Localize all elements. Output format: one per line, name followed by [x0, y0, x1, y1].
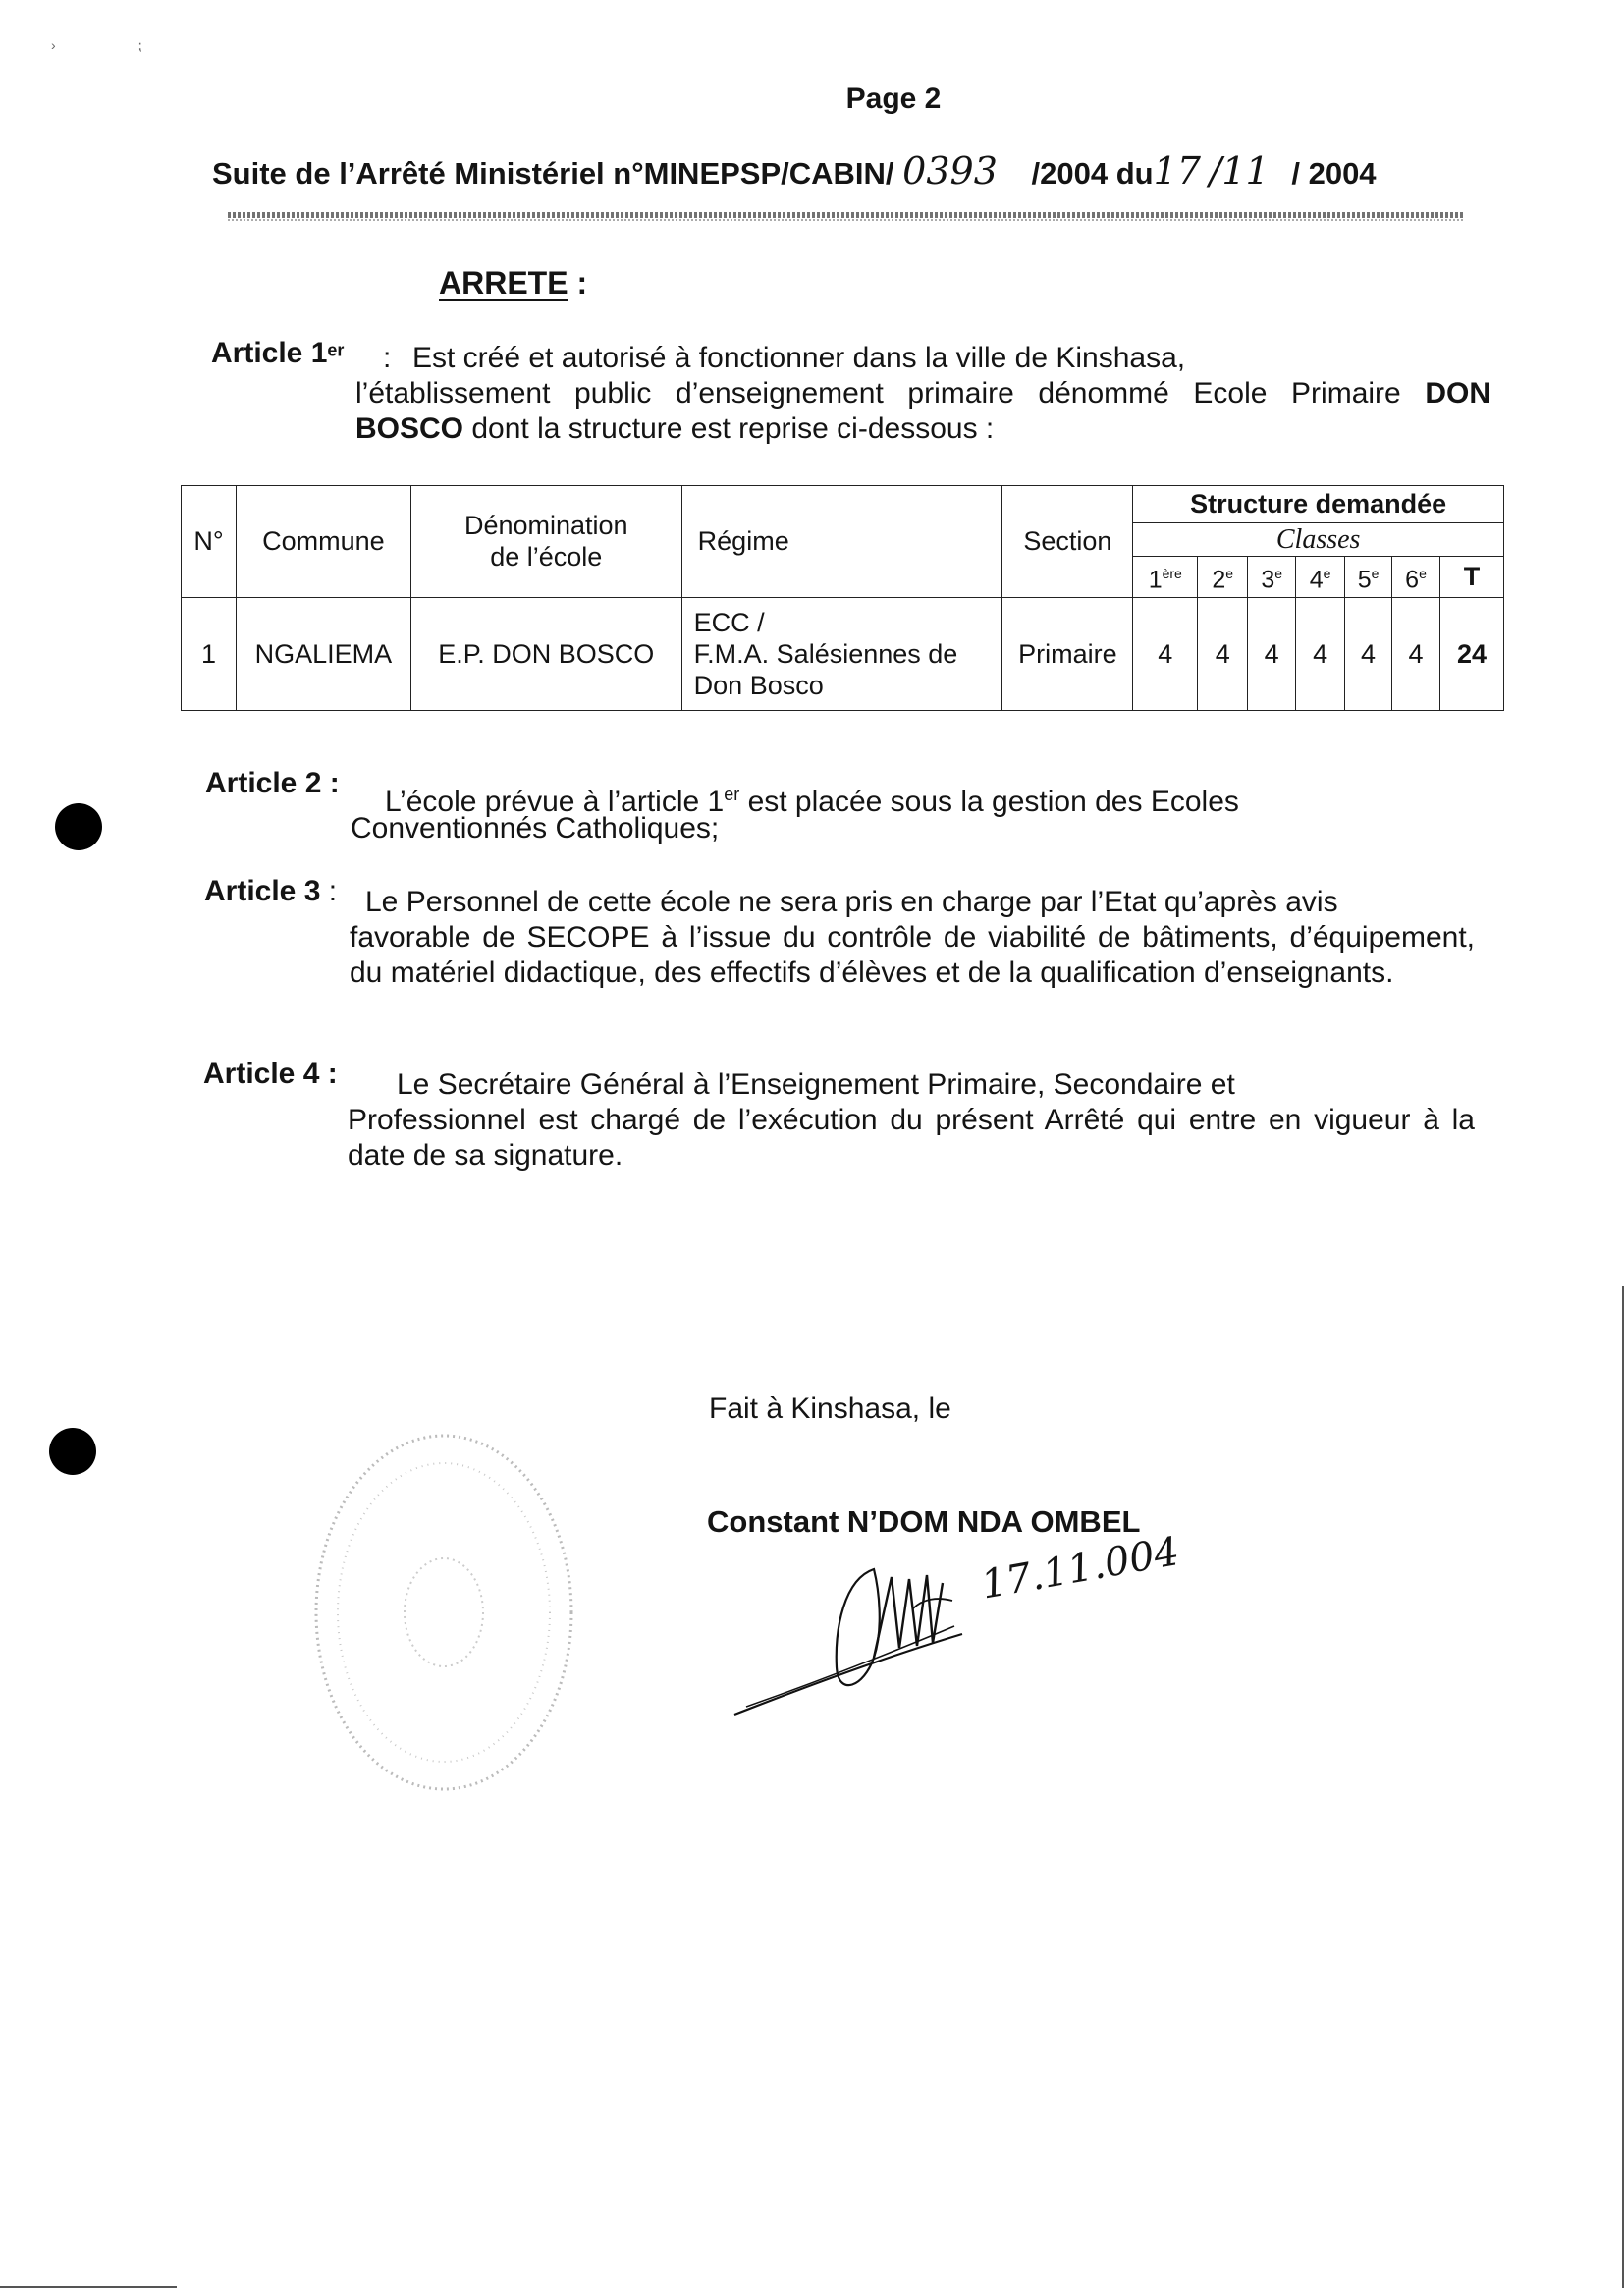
official-stamp — [306, 1426, 581, 1799]
article-2-text-first: L’école prévue à l’article 1er est placée sous la gestion des Ecoles — [385, 785, 1239, 818]
reference-prefix: Suite de l’Arrêté Ministériel n°MINEPSP/CABIN/ — [212, 156, 894, 191]
reference-year: /2004 du — [1031, 156, 1154, 191]
scan-mark: ⁏ — [137, 37, 142, 53]
article-4-text: Professionnel est chargé de l’exécution du présent Arrêté qui entre en vigueur à la date de sa signature. — [348, 1104, 1475, 1171]
class-header-2: 2e — [1198, 557, 1248, 597]
decree-title: ARRETE : — [439, 265, 588, 300]
col-header-denomination: Dénomination de l’école — [410, 486, 681, 598]
handwritten-decree-number: 0393 — [902, 149, 998, 192]
cell-commune: NGALIEMA — [236, 597, 410, 710]
place-and-date: Fait à Kinshasa, le — [709, 1392, 951, 1425]
article-3-label: Article 3 : — [204, 875, 338, 907]
handwritten-day: 17 — [1153, 149, 1201, 192]
school-structure-table — [181, 485, 1504, 711]
col-header-regime: Régime — [681, 486, 1002, 598]
decree-title-text: ARRETE — [439, 265, 568, 300]
article-4-text-first: Le Secrétaire Général à l’Enseignement Primaire, Secondaire et — [397, 1068, 1235, 1101]
table-row — [182, 597, 1504, 710]
article-4-label: Article 4 : — [203, 1058, 338, 1090]
class-header-total: T — [1439, 557, 1503, 597]
article-3-text-first: Le Personnel de cette école ne sera pris en charge par l’Etat qu’après avis — [365, 886, 1338, 918]
class-header-4: 4e — [1296, 557, 1345, 597]
handwritten-month: 11 — [1221, 149, 1270, 192]
cell-class-6: 4 — [1392, 597, 1440, 710]
signatory-name: Constant N’DOM NDA OMBEL — [707, 1504, 1141, 1539]
article-1-text-first: Est créé et autorisé à fonctionner dans la ville de Kinshasa, — [412, 342, 1186, 374]
cell-denomination: E.P. DON BOSCO — [410, 597, 681, 710]
class-header-6: 6e — [1392, 557, 1440, 597]
cell-class-1: 4 — [1133, 597, 1198, 710]
col-header-number: N° — [182, 486, 237, 598]
col-header-classes: Classes — [1133, 522, 1504, 557]
decree-reference: Suite de l’Arrêté Ministériel n°MINEPSP/CABIN/ 0393 /2004 du17 /11 / 2004 — [212, 149, 1377, 192]
punch-hole — [49, 1428, 96, 1475]
article-2-label: Article 2 : — [205, 767, 340, 799]
dotted-separator — [228, 212, 1465, 218]
cell-class-5: 4 — [1345, 597, 1392, 710]
article-3-text: favorable de SECOPE à l’issue du contrôle de viabilité de bâtiments, d’équipement, du matériel didactique, des effectifs d’élèves et de la qualification d’enseignants. — [350, 921, 1475, 989]
col-header-commune: Commune — [236, 486, 410, 598]
cell-class-3: 4 — [1248, 597, 1296, 710]
col-header-section: Section — [1002, 486, 1133, 598]
article-1-text: l’établissement public d’enseignement primaire dénommé Ecole Primaire DON BOSCO dont la structure est reprise ci-dessous : — [355, 377, 1490, 445]
col-header-structure: Structure demandée — [1133, 486, 1504, 523]
dotted-separator — [228, 219, 1465, 221]
cell-number: 1 — [182, 597, 237, 710]
page-number: Page 2 — [845, 82, 942, 115]
cell-class-2: 4 — [1198, 597, 1248, 710]
class-header-3: 3e — [1248, 557, 1296, 597]
handwritten-signature — [727, 1550, 1021, 1726]
handwritten-date: 17.11.004 — [978, 1528, 1183, 1608]
article-2-text: Conventionnés Catholiques; — [351, 812, 720, 844]
article-1-label: Article 1er — [211, 337, 345, 369]
reference-suffix: / 2004 — [1291, 156, 1377, 191]
school-name: DON BOSCO — [355, 377, 1490, 445]
punch-hole — [55, 803, 102, 850]
cell-class-4: 4 — [1296, 597, 1345, 710]
class-header-1: 1ère — [1133, 557, 1198, 597]
scan-mark: › — [51, 37, 56, 53]
class-header-5: 5e — [1345, 557, 1392, 597]
cell-regime: ECC / F.M.A. Salésiennes de Don Bosco — [681, 597, 1002, 710]
cell-section: Primaire — [1002, 597, 1133, 710]
cell-total: 24 — [1439, 597, 1503, 710]
